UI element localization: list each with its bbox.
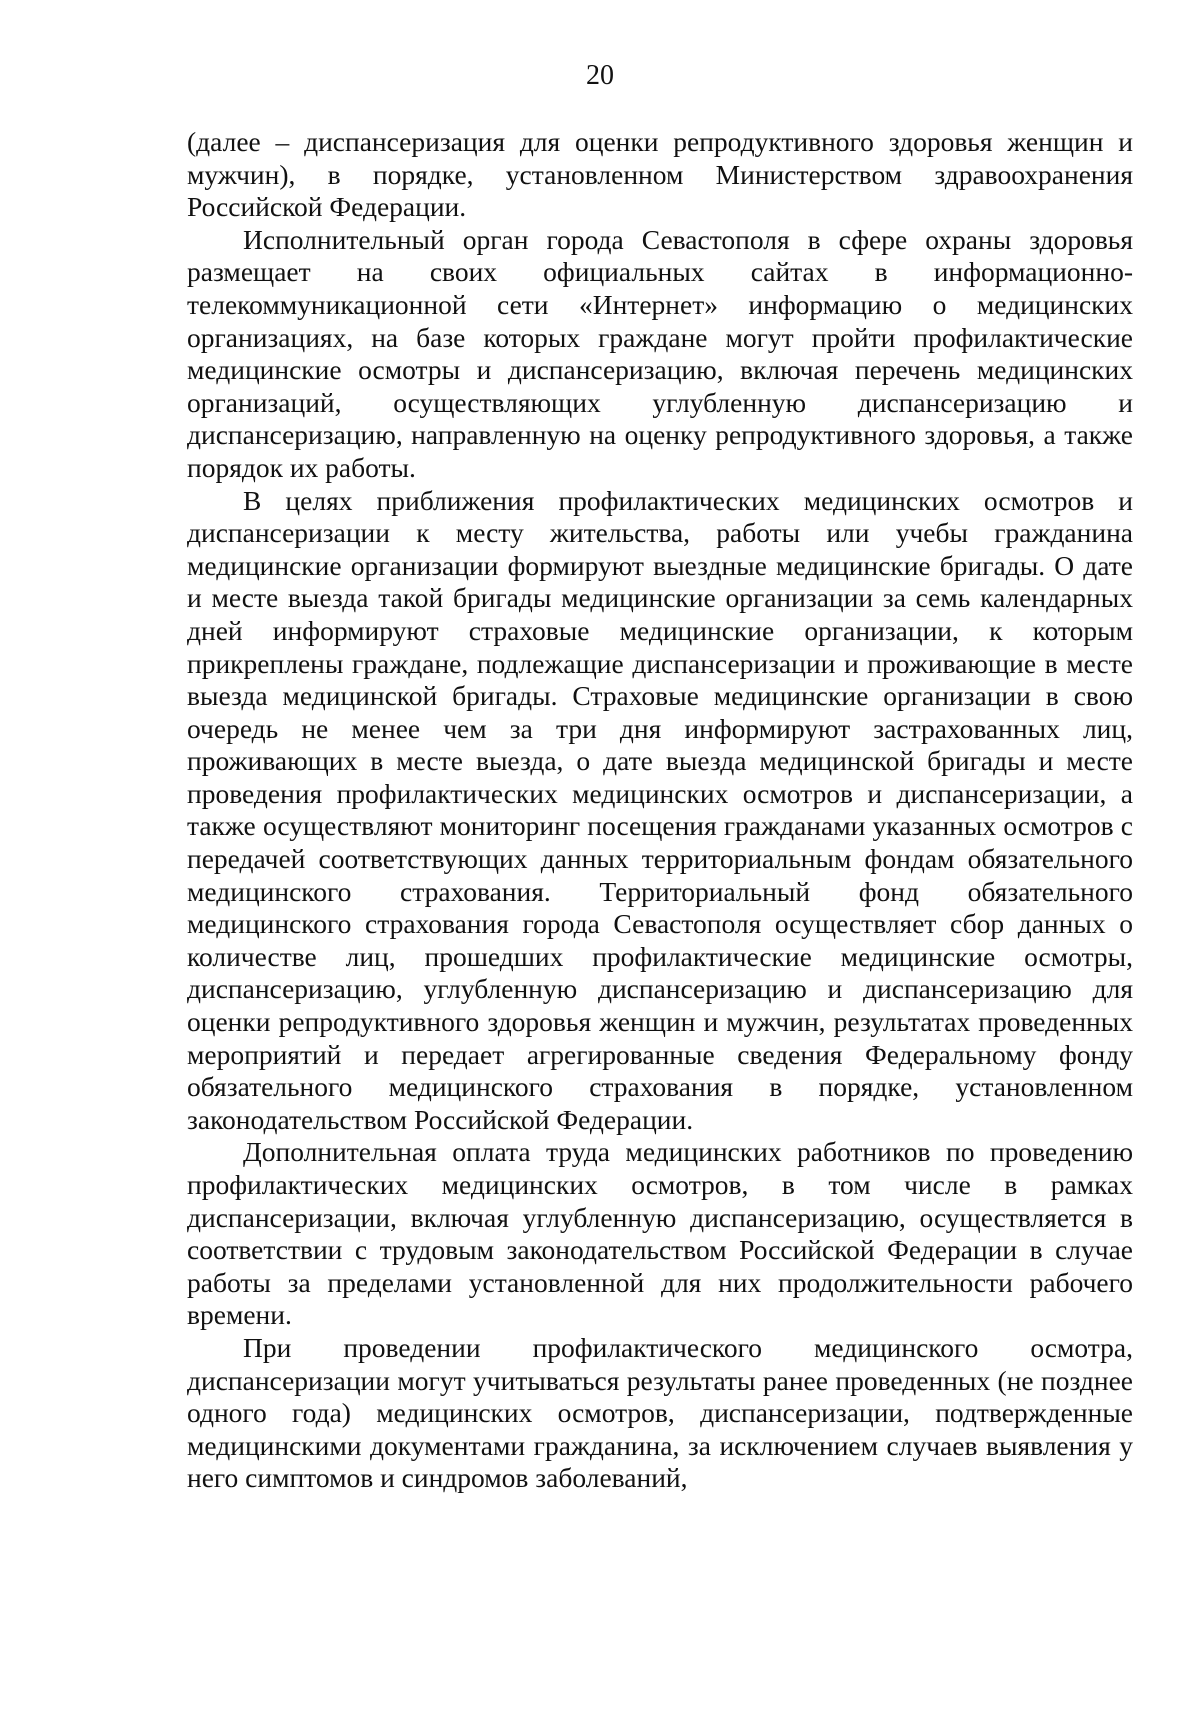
page-number: 20 [586, 60, 614, 91]
paragraph-continuation: (далее – диспансеризация для оценки репродуктивного здоровья женщин и мужчин), в порядке, установленном Министерством здравоохранения Российской Федерации. [187, 126, 1133, 223]
paragraph-previous-results: При проведении профилактического медицинского осмотра, диспансеризации могут учитываться результаты ранее проведенных (не позднее одного года) медицинских осмотров, диспансеризации, подтвержденные медицинскими документами гражданина, за исключением случаев выявления у него симптомов и синдромов заболеваний, [187, 1331, 1133, 1494]
paragraph-info-publication: Исполнительный орган города Севастополя в сфере охраны здоровья размещает на своих официальных сайтах в информационно-телекоммуникационной сети «Интернет» информацию о медицинских организациях, на базе которых граждане могут пройти профилактические медицинские осмотры и диспансеризацию, включая перечень медицинских организаций, осуществляющих углубленную диспансеризацию и диспансеризацию, направленную на оценку репродуктивного здоровья, а также порядок их работы. [187, 223, 1133, 483]
document-body [187, 126, 1133, 1495]
paragraph-mobile-brigades: В целях приближения профилактических медицинских осмотров и диспансеризации к месту жительства, работы или учебы гражданина медицинские организации формируют выездные медицинские бригады. О дате и месте выезда такой бригады медицинские организации за семь календарных дней информируют страховые медицинские организации, к которым прикреплены граждане, подлежащие диспансеризации и проживающие в месте выезда медицинской бригады. Страховые медицинские организации в свою очередь не менее чем за три дня информируют застрахованных лиц, проживающих в месте выезда, о дате выезда медицинской бригады и месте проведения профилактических медицинских осмотров и диспансеризации, а также осуществляют мониторинг посещения гражданами указанных осмотров с передачей соответствующих данных территориальным фондам обязательного медицинского страхования. Территориальный фонд обязательного медицинского страхования города Севастополя осуществляет сбор данных о количестве лиц, прошедших профилактические медицинские осмотры, диспансеризацию, углубленную диспансеризацию и диспансеризацию для оценки репродуктивного здоровья женщин и мужчин, результатах проведенных мероприятий и передает агрегированные сведения Федеральному фонду обязательного медицинского страхования в порядке, установленном законодательством Российской Федерации. [187, 484, 1133, 1135]
paragraph-additional-pay: Дополнительная оплата труда медицинских работников по проведению профилактических медицинских осмотров, в том числе в рамках диспансеризации, включая углубленную диспансеризацию, осуществляется в соответствии с трудовым законодательством Российской Федерации в случае работы за пределами установленной для них продолжительности рабочего времени. [187, 1136, 1133, 1331]
